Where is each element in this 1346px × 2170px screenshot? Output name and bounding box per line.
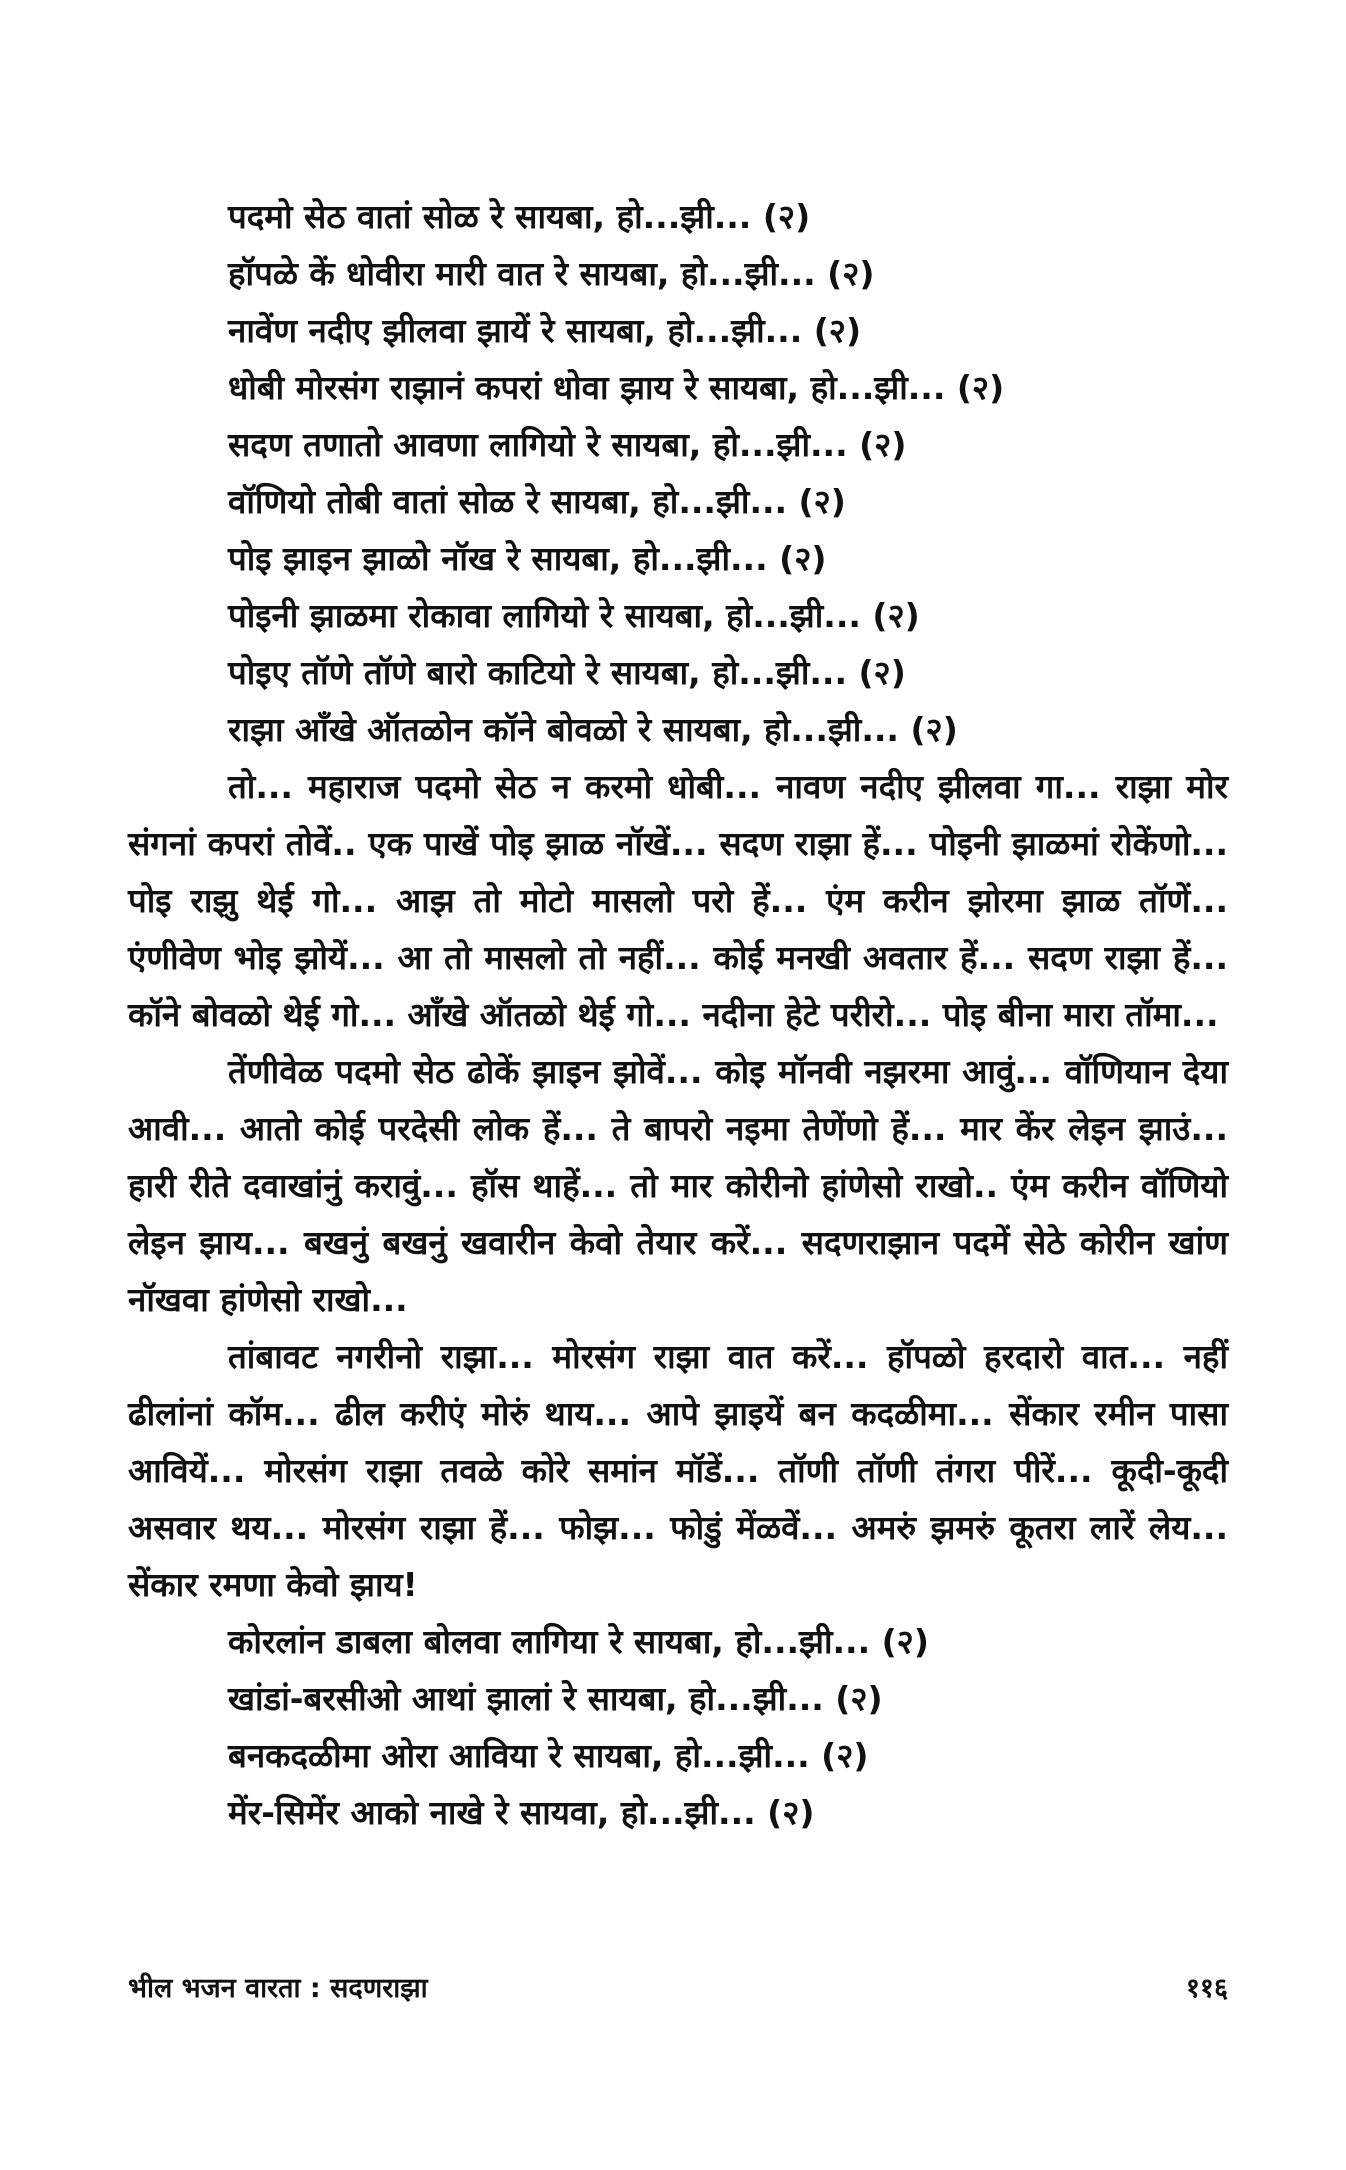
- prose-paragraph: तो... महाराज पदमो सेठ न करमो धोबी... नावण नदीए झीलवा गा... राझा मोर संगनां कपरां तोवें.. एक पाखें पोइ झाळ नॉखें... सदण राझा हें... पोइनी झाळमां रोकेंणो... पोइ राझु थेई गो... आझ तो मोटो मासलो परो हें... एंम करीन झोरमा झाळ तॉणें... एंणीवेण भोइ झोयें... आ तो मासलो तो नहीं... कोई मनखी अवतार हें... सदण राझा हें... कॉने बोवळो थेई गो... आँखे ऑतळो थेई गो... नदीना हेटे परीरो... पोइ बीना मारा तॉमा...: [128, 767, 1228, 1034]
- prose-paragraph: तेंणीवेळ पदमो सेठ ढोकें झाइन झोवें... कोइ मॉनवी नझरमा आवुं... वॉणियान देया आवी... आतो कोई परदेसी लोक हें... ते बापरो नइमा तेणेंणो हें... मार केंर लेइन झाउं... हारी रीते दवाखांनुं करावुं... हॉस थाहें... तो मार कोरीनो हांणेसो राखो.. एंम करीन वॉणियो लेइन झाय... बखनुं बखनुं खवारीन केवो तेयार करें... सदणराझान पदमें सेठे कोरीन खांण नॉखवा हांणेसो राखो...: [128, 1052, 1228, 1319]
- verse-line: कोरलांन डाबला बोलवा लागिया रे सायबा, हो...झी... (२): [228, 1622, 929, 1661]
- verse-line: नावेंण नदीए झीलवा झायें रे सायबा, हो...झी... (२): [228, 311, 862, 350]
- running-footer-title: भील भजन वारता : सदणराझा: [128, 1973, 428, 2004]
- verse-line: खांडां-बरसीओ आथां झालां रे सायबा, हो...झी... (२): [228, 1679, 883, 1718]
- verse-line: पोइ झाइन झाळो नॉख रे सायबा, हो...झी... (२): [228, 539, 827, 578]
- prose-paragraph: तांबावट नगरीनो राझा... मोरसंग राझा वात करें... हॉपळो हरदारो वात... नहीं ढीलांनां कॉम... ढील करीएं मोरुं थाय... आपे झाइयें बन कदळीमा... सेंकार रमीन पासा आवियें... मोरसंग राझा तवळे कोरे समांन मॉडें... तॉणी तॉणी तंगरा पीरें... कूदी-कूदी असवार थय... मोरसंग राझा हें... फोझ... फोडुं मेंळवें... अमरुं झमरुं कूतरा लारें लेय... सेंकार रमणा केवो झाय!: [128, 1337, 1228, 1604]
- page-footer: [128, 1968, 1228, 2008]
- verse-line: बनकदळीमा ओरा आविया रे सायबा, हो...झी... (२): [228, 1736, 869, 1775]
- verse-line: हॉपळे कें धोवीरा मारी वात रे सायबा, हो...झी... (२): [228, 254, 875, 293]
- verse-line: सदण तणातो आवणा लागियो रे सायबा, हो...झी... (२): [228, 425, 907, 464]
- verse-line: पोइनी झाळमा रोकावा लागियो रे सायबा, हो...झी... (२): [228, 596, 920, 635]
- verse-line: मेंर-सिमेंर आको नाखे रे सायवा, हो...झी... (२): [228, 1793, 815, 1832]
- verse-line: पदमो सेठ वातां सोळ रे सायबा, हो...झी... (२): [228, 197, 811, 236]
- verse-line: पोइए तॉणे तॉणे बारो काटियो रे सायबा, हो...झी... (२): [228, 653, 906, 692]
- page-number: ११६: [1185, 1973, 1228, 2004]
- verse-line: राझा आँखे ऑतळोन कॉने बोवळो रे सायबा, हो...झी... (२): [228, 710, 958, 749]
- page-body: [128, 188, 1228, 1841]
- verse-line: धोबी मोरसंग राझानं कपरां धोवा झाय रे सायबा, हो...झी... (२): [228, 368, 1005, 407]
- verse-line: वॉणियो तोबी वातां सोळ रे सायबा, हो...झी... (२): [228, 482, 846, 521]
